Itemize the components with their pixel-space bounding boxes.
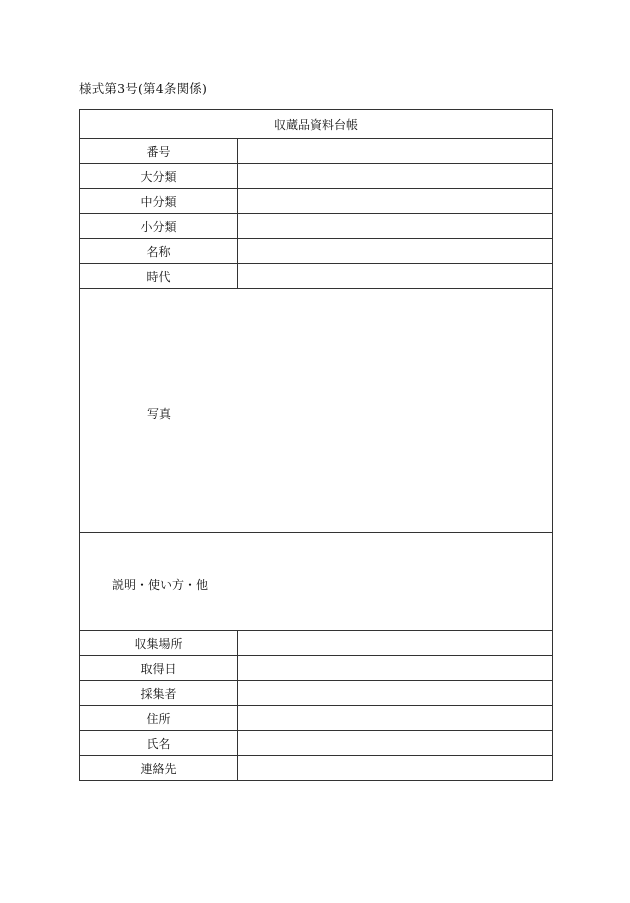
label-full-name: 氏名 [80, 731, 238, 756]
label-middle-category: 中分類 [80, 189, 238, 214]
row-middle-category [80, 189, 553, 214]
row-minor-category [80, 214, 553, 239]
label-number: 番号 [80, 139, 238, 164]
label-minor-category: 小分類 [80, 214, 238, 239]
row-collector [80, 681, 553, 706]
label-description: 説明・使い方・他 [112, 578, 209, 592]
label-name: 名称 [80, 239, 238, 264]
label-collector: 採集者 [80, 681, 238, 706]
form-number-heading: 様式第3号(第4条関係) [79, 81, 208, 96]
row-acquisition-date [80, 656, 553, 681]
label-major-category: 大分類 [80, 164, 238, 189]
label-address: 住所 [80, 706, 238, 731]
field-middle-category[interactable] [238, 189, 553, 214]
field-name[interactable] [238, 239, 553, 264]
row-photo [80, 289, 553, 533]
field-address[interactable] [238, 706, 553, 731]
label-contact: 連絡先 [80, 756, 238, 781]
row-full-name [80, 731, 553, 756]
row-major-category [80, 164, 553, 189]
field-collection-place[interactable] [238, 631, 553, 656]
label-photo: 写真 [146, 407, 171, 421]
field-era[interactable] [238, 264, 553, 289]
field-minor-category[interactable] [238, 214, 553, 239]
label-collection-place: 収集場所 [80, 631, 238, 656]
label-era: 時代 [80, 264, 238, 289]
field-number[interactable] [238, 139, 553, 164]
collection-ledger-table [79, 109, 553, 781]
field-major-category[interactable] [238, 164, 553, 189]
row-description [80, 533, 553, 631]
field-photo[interactable] [80, 289, 553, 533]
field-collector[interactable] [238, 681, 553, 706]
row-number [80, 139, 553, 164]
row-address [80, 706, 553, 731]
row-era [80, 264, 553, 289]
field-full-name[interactable] [238, 731, 553, 756]
row-name [80, 239, 553, 264]
field-acquisition-date[interactable] [238, 656, 553, 681]
row-contact [80, 756, 553, 781]
row-collection-place [80, 631, 553, 656]
ledger-title-row [80, 110, 553, 139]
label-acquisition-date: 取得日 [80, 656, 238, 681]
field-contact[interactable] [238, 756, 553, 781]
ledger-title: 収蔵品資料台帳 [80, 110, 553, 139]
field-description[interactable] [80, 533, 553, 631]
